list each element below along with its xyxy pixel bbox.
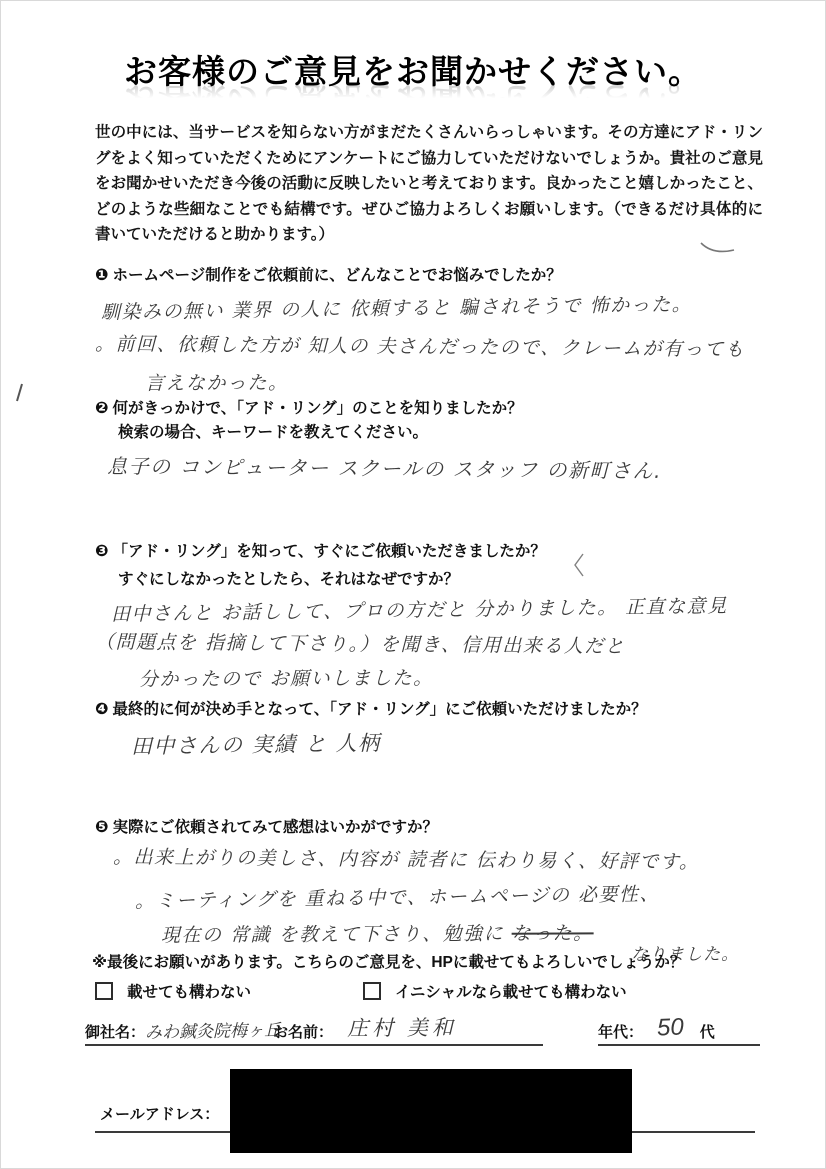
question-1-label bbox=[95, 264, 775, 288]
question-2-answer-line[interactable]: 息子の コンピューター スクールの スタッフ の新町さん. bbox=[106, 454, 662, 483]
age-field-label: 年代： bbox=[598, 1024, 644, 1041]
question-5-answer-text: 現在の 常識 を教えて下さり、勉強に bbox=[160, 922, 512, 947]
question-1-answer-line[interactable]: 。前回、依頼した方が 知人の 夫さんだったので、クレームが有っても bbox=[94, 333, 746, 361]
question-1-block bbox=[95, 264, 775, 399]
question-1-answer-line[interactable]: 言えなかった。 bbox=[144, 371, 289, 395]
intro-paragraph: 世の中には、当サービスを知らない方がまだたくさんいらっしゃいます。その方達にアド・リングをよく知っていただくためにアンケートにご協力していただけないでしょうか。貴社のご意見をお聞かせいただき今後の活動に反映したいと考えております。良かったこと嬉しかったこと、どのような些細なことでも結構です。ぜひご協力よろしくお願いします。（できるだけ具体的に書いていただけると助かります。） bbox=[95, 124, 763, 243]
consent-checkbox-initials-ok-label: イニシャルなら載せても構わない bbox=[395, 984, 627, 1001]
consent-options-row bbox=[95, 980, 627, 1002]
question-3-subtext: すぐにしなかったとしたら、それはなぜですか？ bbox=[118, 571, 460, 588]
question-5-answer-line[interactable]: 。出来上がりの美しさ、内容が 読者に 伝わり易く、好評です。 bbox=[112, 846, 700, 874]
question-2-text: 何がきっかけで、「アド・リング」のことを知りましたか？ bbox=[112, 400, 523, 417]
name-field-value: 庄村 美和 bbox=[346, 1016, 457, 1041]
stray-pen-mark bbox=[14, 382, 26, 404]
consent-checkbox-publish-ok-label: 載せても構わない bbox=[127, 984, 252, 1001]
email-redaction-bar bbox=[230, 1069, 632, 1153]
page-title: お客様のご意見をお聞かせください。 bbox=[124, 53, 702, 90]
question-3-text: 「アド・リング」を知って、すぐにご依頼いただきましたか？ bbox=[112, 543, 546, 560]
question-5-answer-line[interactable]: 。ミーティングを 重ねる中で、ホームページの 必要性、 bbox=[134, 883, 661, 913]
age-field-suffix: 代 bbox=[699, 1024, 715, 1041]
age-field[interactable] bbox=[598, 1014, 760, 1046]
question-1-number-icon: ❶ bbox=[95, 267, 109, 284]
question-3-answer-line[interactable]: （問題点を 指摘して下さり。）を聞き、信用出来る人だと bbox=[94, 631, 626, 658]
consent-note: ※最後にお願いがあります。こちらのご意見を、HPに載せてもよろしいでしょうか？ bbox=[92, 954, 686, 971]
question-2-number-icon: ❷ bbox=[95, 400, 109, 417]
company-field-value: みわ鍼灸院梅ヶ丘 bbox=[144, 1020, 282, 1043]
question-4-number-icon: ❹ bbox=[95, 701, 109, 718]
question-3-block bbox=[95, 540, 775, 695]
company-field-label: 御社名： bbox=[85, 1024, 146, 1041]
question-4-answer-line[interactable]: 田中さんの 実績 と 人柄 bbox=[130, 731, 381, 759]
question-4-label bbox=[95, 698, 775, 722]
question-3-number-icon: ❸ bbox=[95, 543, 109, 560]
question-2-subtext: 検索の場合、キーワードを教えてください。 bbox=[118, 424, 429, 441]
title-wrap bbox=[0, 46, 826, 93]
question-5-number-icon: ❺ bbox=[95, 819, 109, 836]
signature-fields-row bbox=[85, 1012, 760, 1046]
company-name-field[interactable] bbox=[85, 1012, 543, 1046]
question-2-block bbox=[95, 397, 775, 486]
question-4-text: 最終的に何が決め手となって、「アド・リング」にご依頼いただけましたか？ bbox=[112, 701, 647, 718]
question-4-block bbox=[95, 698, 775, 759]
age-field-value: 50 bbox=[656, 1013, 685, 1042]
question-1-text: ホームページ制作をご依頼前に、どんなことでお悩みでしたか？ bbox=[112, 267, 562, 284]
question-5-struck-text: なった。 bbox=[511, 922, 594, 945]
question-1-answer-line[interactable]: 馴染みの無い 業界 の人に 依頼すると 騙されそうで 怖かった。 bbox=[100, 293, 693, 324]
question-5-text: 実際にご依頼されてみて感想はいかがですか？ bbox=[112, 819, 439, 836]
consent-checkbox-publish-ok[interactable] bbox=[95, 982, 113, 1000]
consent-checkbox-initials-ok[interactable] bbox=[363, 982, 381, 1000]
question-5-label bbox=[95, 816, 775, 840]
name-field-label: お名前： bbox=[273, 1024, 334, 1041]
question-5-correction-text: なりました。 bbox=[631, 944, 740, 966]
question-3-answer-line[interactable]: 分かったので お願いしました。 bbox=[138, 667, 434, 691]
email-field-label: メールアドレス： bbox=[100, 1106, 220, 1123]
question-2-label bbox=[95, 397, 775, 421]
question-3-label bbox=[95, 540, 775, 564]
question-3-answer-line[interactable]: 田中さんと お話しして、プロの方だと 分かりました。 正直な意見 bbox=[110, 595, 728, 626]
